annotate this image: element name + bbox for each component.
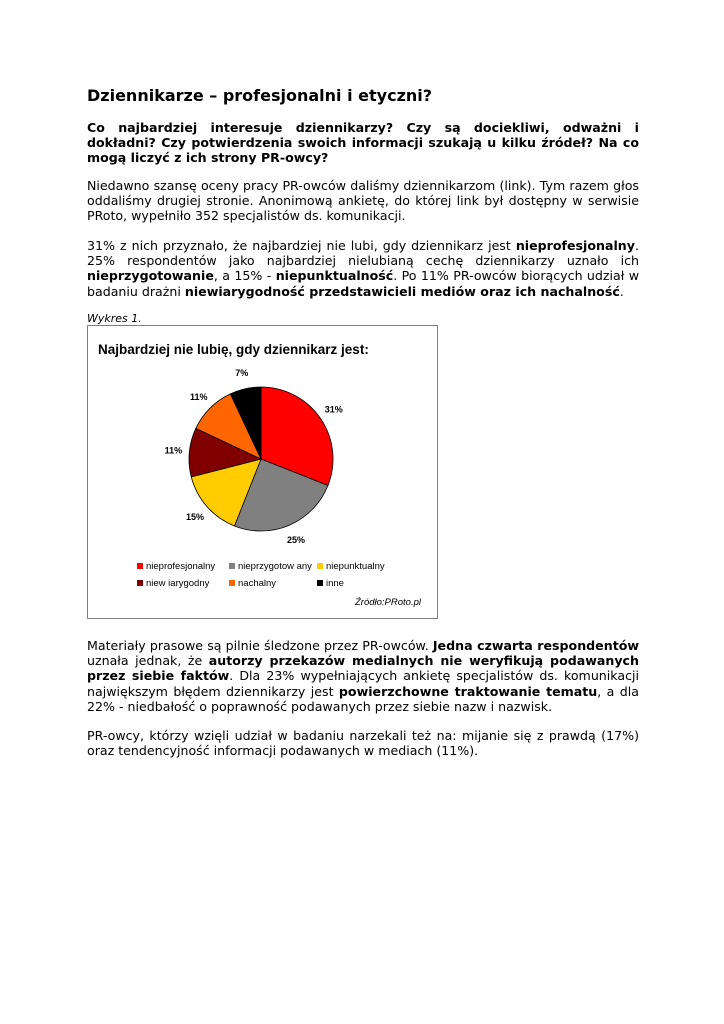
paragraph-4: PR-owcy, którzy wzięli udział w badaniu narzekali też na: mijanie się z prawdą (17%) oraz tendencyjność informacji podawanych w mediach (11%). [87,728,639,759]
legend-swatch-5 [229,580,235,586]
para2-bold-3: niepunktualność [275,268,394,284]
legend-swatch-6 [317,580,323,586]
paragraph-3 [87,638,639,714]
para2-text-5: . [619,283,624,299]
legend-swatch-3 [317,563,323,569]
pie-label-2: 25% [286,534,305,545]
para2-bold-4: niewiarygodność przedstawicieli mediów oraz ich nachalność [184,283,620,299]
pie-label-3: 15% [185,512,204,523]
para3-text-1: Materiały prasowe są pilnie śledzone przez PR-owców. [87,638,433,653]
para2-bold-2: nieprzygotowanie [87,268,214,284]
paragraph-1: Niedawno szansę oceny pracy PR-owców daliśmy dziennikarzom (link). Tym razem głos oddaliśmy drugiej stronie. Anonimową ankietę, do której link był dostępny w serwisie PRoto, wypełniło 352 specjalistów ds. komunikacji. [87,178,639,224]
legend-swatch-4 [137,580,143,586]
pie-label-4: 11% [164,445,183,456]
pie-label-1: 31% [324,404,343,415]
chart-source: Źródło:PRoto.pl [354,597,421,608]
legend-label-1: nieprofesjonalny [146,561,216,572]
legend-item-4 [137,578,209,589]
legend-label-5: nachalny [238,578,277,589]
para3-text-2: uznała jednak, że [87,653,209,669]
legend-label-2: nieprzygotow any [238,561,312,572]
pie-label-5: 11% [190,391,208,402]
para3-text-4: , a dla 22% - niedbałość o poprawność podawanych przez siebie nazw i nazwisk. [87,683,639,714]
document-title: Dziennikarze – profesjonalni i etyczni? [87,86,433,105]
chart-caption: Wykres 1. [87,312,142,325]
para2-text-3: , a 15% - [213,268,276,284]
para3-text-3: . Dla 23% wypełniających ankietę specjalistów ds. komunikacji największym błędem dziennikarzy jest [87,668,639,699]
para3-bold-1: Jedna czwarta respondentów [432,638,639,653]
pie-chart [87,325,438,619]
pie-label-6: 7% [235,368,249,379]
legend-label-3: niepunktualny [326,561,385,572]
para3-bold-2: autorzy przekazów medialnych nie weryfikują podawanych przez siebie faktów [87,653,639,684]
legend-item-2 [229,561,312,572]
legend-label-4: niew iarygodny [146,578,210,589]
para2-text-1: 31% z nich przyznało, że najbardziej nie lubi, gdy dziennikarz jest [87,238,516,253]
legend-label-6: inne [326,578,344,589]
legend-item-6 [317,578,344,589]
legend-item-1 [137,561,215,572]
para2-bold-1: nieprofesjonalny [515,238,635,253]
intro-paragraph: Co najbardziej interesuje dziennikarzy? Czy są dociekliwi, odważni i dokładni? Czy potwierdzenia swoich informacji szukają u kilku źródeł? Na co mogą liczyć z ich strony PR-owcy? [87,120,639,166]
paragraph-2 [87,238,639,299]
para2-text-2: . 25% respondentów jako najbardziej nielubianą cechę dziennikarzy uznało ich [87,238,639,269]
legend-item-3 [317,561,385,572]
legend-item-5 [229,578,276,589]
para2-text-4: . Po 11% PR-owców biorących udział w badaniu drażni [87,268,639,299]
chart-title: Najbardziej nie lubię, gdy dziennikarz jest: [98,342,369,357]
para3-bold-3: powierzchowne traktowanie tematu [338,683,598,699]
pie-chart-svg [88,326,437,618]
legend-swatch-2 [229,563,235,569]
legend-swatch-1 [137,563,143,569]
